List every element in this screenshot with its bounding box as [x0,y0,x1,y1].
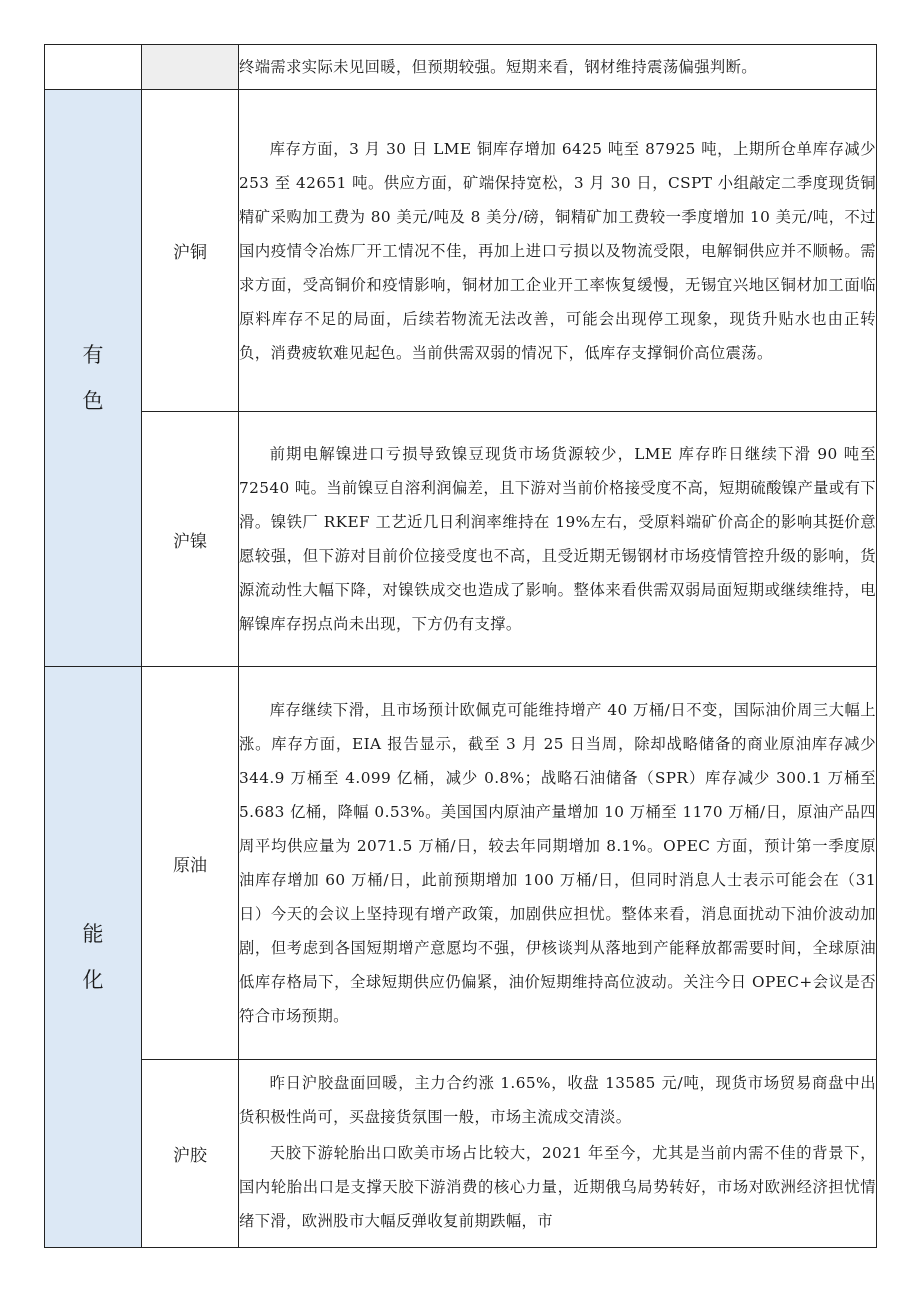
commentary-cell [239,667,877,1060]
category-nonferrous [45,90,142,667]
nickel-commentary: 前期电解镍进口亏损导致镍豆现货市场货源较少，LME 库存昨日继续下滑 90 吨至 72540 吨。当前镍豆自溶利润偏差，且下游对当前价格接受度不高，短期硫酸镍产量或有下滑。镍铁厂 RKEF 工艺近几日利润率维持在 19%左右，受原料端矿价高企的影响其挺价意愿较强，但下游对目前价位接受度也不高，且受近期无锡钢材市场疫情管控升级的影响，货源流动性大幅下降，对镍铁成交也造成了影响。整体来看供需双弱局面短期或继续维持，电解镍库存拐点尚未出现，下方仍有支撑。 [239,445,876,633]
commentary-cell [239,1060,877,1248]
subcategory-nickel: 沪镍 [142,412,239,667]
subcategory-cell-empty [142,45,239,90]
commentary-cell [239,412,877,667]
table-row [45,1060,877,1248]
rubber-commentary-2: 天胶下游轮胎出口欧美市场占比较大，2021 年至今，尤其是当前内需不佳的背景下，国内轮胎出口是支撑天胶下游消费的核心力量，近期俄乌局势转好，市场对欧洲经济担忧情绪下滑，欧洲股市大幅反弹收复前期跌幅，市 [239,1144,876,1230]
category-cell-empty [45,45,142,90]
table-row [45,412,877,667]
crude-oil-commentary: 库存继续下滑，且市场预计欧佩克可能维持增产 40 万桶/日不变，国际油价周三大幅上涨。库存方面，EIA 报告显示，截至 3 月 25 日当周，除却战略储备的商业原油库存减少 344.9 万桶至 4.099 亿桶，减少 0.8%；战略石油储备（SPR）库存减少 300.1 万桶至 5.683 亿桶，降幅 0.53%。美国国内原油产量增加 10 万桶至 1170 万桶/日，原油产品四周平均供应量为 2071.5 万桶/日，较去年同期增加 8.1%。OPEC 方面，预计第一季度原油库存增加 60 万桶/日，此前预期增加 100 万桶/日，但同时消息人士表示可能会在（31 日）今天的会议上坚持现有增产政策，加剧供应担忧。整体来看，消息面扰动下油价波动加剧，但考虑到各国短期增产意愿均不强，伊核谈判从落地到产能释放都需要时间，全球原油低库存格局下，全球短期供应仍偏紧，油价短期维持高位波动。关注今日 OPEC+会议是否符合市场预期。 [239,701,876,1025]
category-energy-chemicals [45,667,142,1248]
commentary-cell [239,45,877,90]
steel-continuation-text: 终端需求实际未见回暖，但预期较强。短期来看，钢材维持震荡偏强判断。 [239,58,757,76]
subcategory-rubber: 沪胶 [142,1060,239,1248]
category-char: 有 [82,343,104,367]
subcategory-crude-oil: 原油 [142,667,239,1060]
table-row [45,667,877,1060]
copper-commentary: 库存方面，3 月 30 日 LME 铜库存增加 6425 吨至 87925 吨，上期所仓单库存减少 253 至 42651 吨。供应方面，矿端保持宽松，3 月 30 日，CSPT 小组敲定二季度现货铜精矿采购加工费为 80 美元/吨及 8 美分/磅，铜精矿加工费较一季度增加 10 美元/吨，不过国内疫情令冶炼厂开工情况不佳，再加上进口亏损以及物流受限，电解铜供应并不顺畅。需求方面，受高铜价和疫情影响，铜材加工企业开工率恢复缓慢，无锡宜兴地区铜材加工面临原料库存不足的局面，后续若物流无法改善，可能会出现停工现象，现货升贴水也由正转负，消费疲软难见起色。当前供需双弱的情况下，低库存支撑铜价高位震荡。 [239,139,876,362]
subcategory-copper: 沪铜 [142,90,239,412]
rubber-commentary-1: 昨日沪胶盘面回暖，主力合约涨 1.65%，收盘 13585 元/吨，现货市场贸易商盘中出货积极性尚可，买盘接货氛围一般，市场主流成交清淡。 [239,1074,876,1126]
table-row [45,45,877,90]
commentary-cell [239,90,877,412]
commodity-report-table [44,44,877,1248]
table-row [45,90,877,412]
category-char: 能 [82,922,104,946]
category-char: 化 [82,968,104,992]
category-char: 色 [82,389,104,413]
